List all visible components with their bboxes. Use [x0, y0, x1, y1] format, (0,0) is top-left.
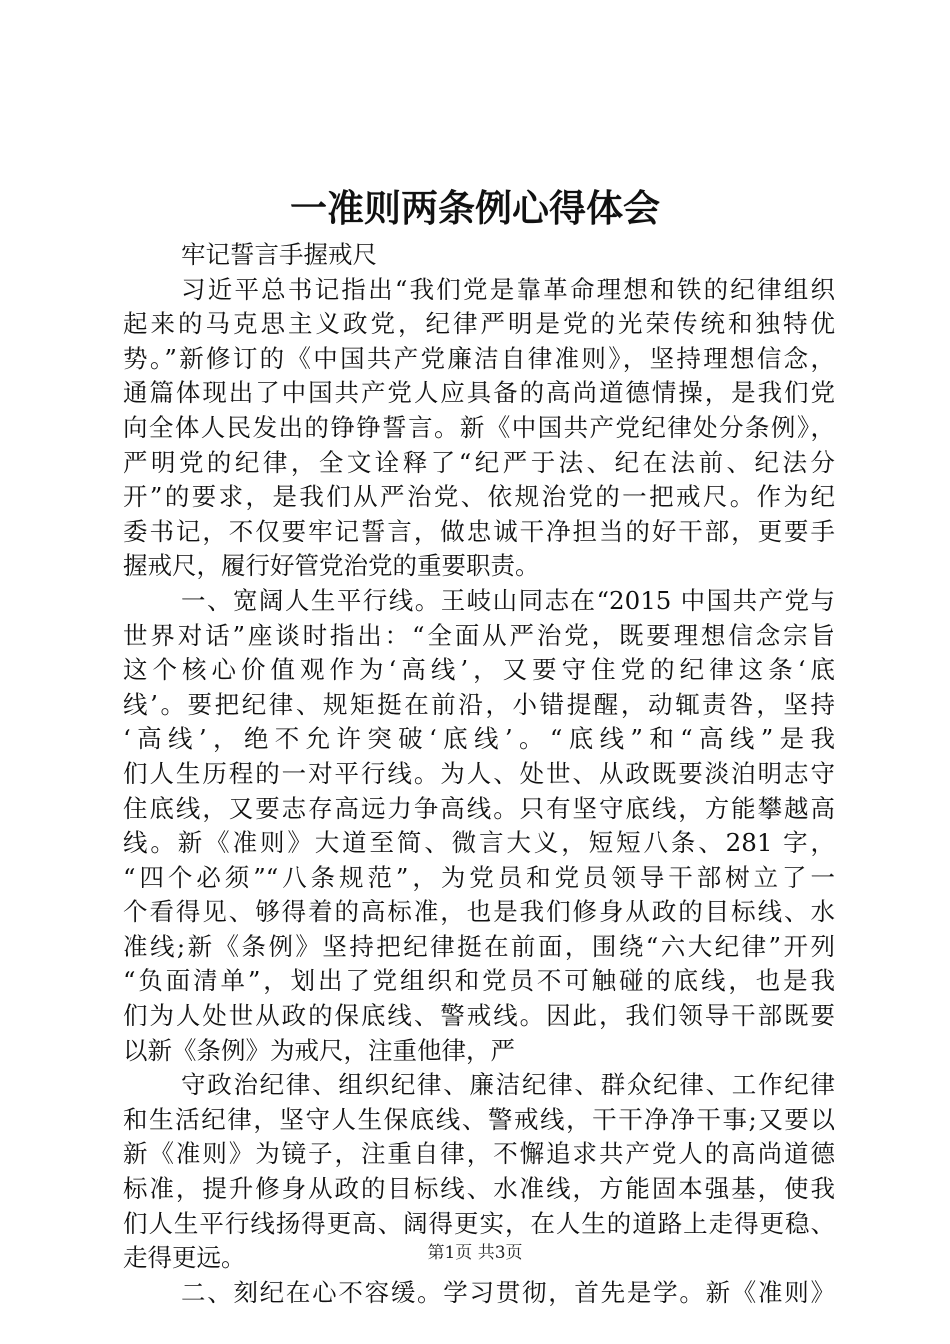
body-line: 标准，提升修身从政的目标线、水准线，方能固本强基，使我 [123, 1174, 835, 1204]
body-line: “负面清单”，划出了党组织和党员不可触碰的底线，也是我 [123, 966, 835, 996]
body-line: 们人生历程的一对平行线。为人、处世、从政既要淡泊明志守 [123, 758, 835, 788]
body-line: “四个必须”“八条规范”，为党员和党员领导干部树立了一 [123, 862, 835, 892]
body-line: 起来的马克思主义政党，纪律严明是党的光荣传统和独特优 [123, 309, 835, 339]
body-line: 线。新《准则》大道至简、微言大义，短短八条、281 字， [123, 828, 835, 858]
body-line: 一、宽阔人生平行线。王岐山同志在“2015 中国共产党与 [181, 585, 835, 615]
body-line: 准线;新《条例》坚持把纪律挺在前面，围绕“六大纪律”开列 [123, 931, 835, 961]
body-line: 线’。要把纪律、规矩挺在前沿，小错提醒，动辄责咎，坚持 [123, 689, 835, 719]
document-body [123, 238, 835, 1310]
body-line: 握戒尺，履行好管党治党的重要职责。 [123, 551, 540, 581]
body-line: 习近平总书记指出“我们党是靠革命理想和铁的纪律组织 [181, 274, 835, 304]
body-line: 开”的要求，是我们从严治党、依规治党的一把戒尺。作为纪 [123, 482, 835, 512]
subtitle-line: 牢记誓言手握戒尺 [181, 240, 377, 269]
body-line: ‘高线’，绝不允许突破‘底线’。“底线”和“高线”是我 [123, 724, 835, 754]
body-line: 们人生平行线扬得更高、阔得更实，在人生的道路上走得更稳、 [123, 1208, 835, 1238]
page-number-footer: 第1页 共3页 [427, 1243, 523, 1263]
body-line: 新《准则》为镜子，注重自律，不懈追求共产党人的高尚道德 [123, 1139, 835, 1169]
document-title: 一准则两条例心得体会 [290, 186, 660, 230]
body-line: 这个核心价值观作为‘高线’，又要守住党的纪律这条‘底 [123, 655, 835, 685]
body-line: 个看得见、够得着的高标准，也是我们修身从政的目标线、水 [123, 897, 835, 927]
body-line: 世界对话”座谈时指出：“全面从严治党，既要理想信念宗旨 [123, 620, 835, 650]
body-line: 通篇体现出了中国共产党人应具备的高尚道德情操，是我们党 [123, 378, 835, 408]
body-line: 向全体人民发出的铮铮誓言。新《中国共产党纪律处分条例》， [123, 412, 835, 442]
body-line: 以新《条例》为戒尺，注重他律，严 [123, 1035, 515, 1065]
body-line: 们为人处世从政的保底线、警戒线。因此，我们领导干部既要 [123, 1001, 835, 1031]
body-line: 守政治纪律、组织纪律、廉洁纪律、群众纪律、工作纪律 [181, 1070, 835, 1100]
body-line: 委书记，不仅要牢记誓言，做忠诚干净担当的好干部，更要手 [123, 516, 835, 546]
body-line: 势。”新修订的《中国共产党廉洁自律准则》，坚持理想信念， [123, 343, 835, 373]
body-line: 和生活纪律，坚守人生保底线、警戒线，干干净净干事;又要以 [123, 1104, 835, 1134]
body-line: 走得更远。 [123, 1243, 246, 1273]
body-line: 二、刻纪在心不容缓。学习贯彻，首先是学。新《准则》 [181, 1277, 835, 1307]
body-line: 严明党的纪律，全文诠释了“纪严于法、纪在法前、纪法分 [123, 447, 835, 477]
body-line: 住底线，又要志存高远力争高线。只有坚守底线，方能攀越高 [123, 793, 835, 823]
